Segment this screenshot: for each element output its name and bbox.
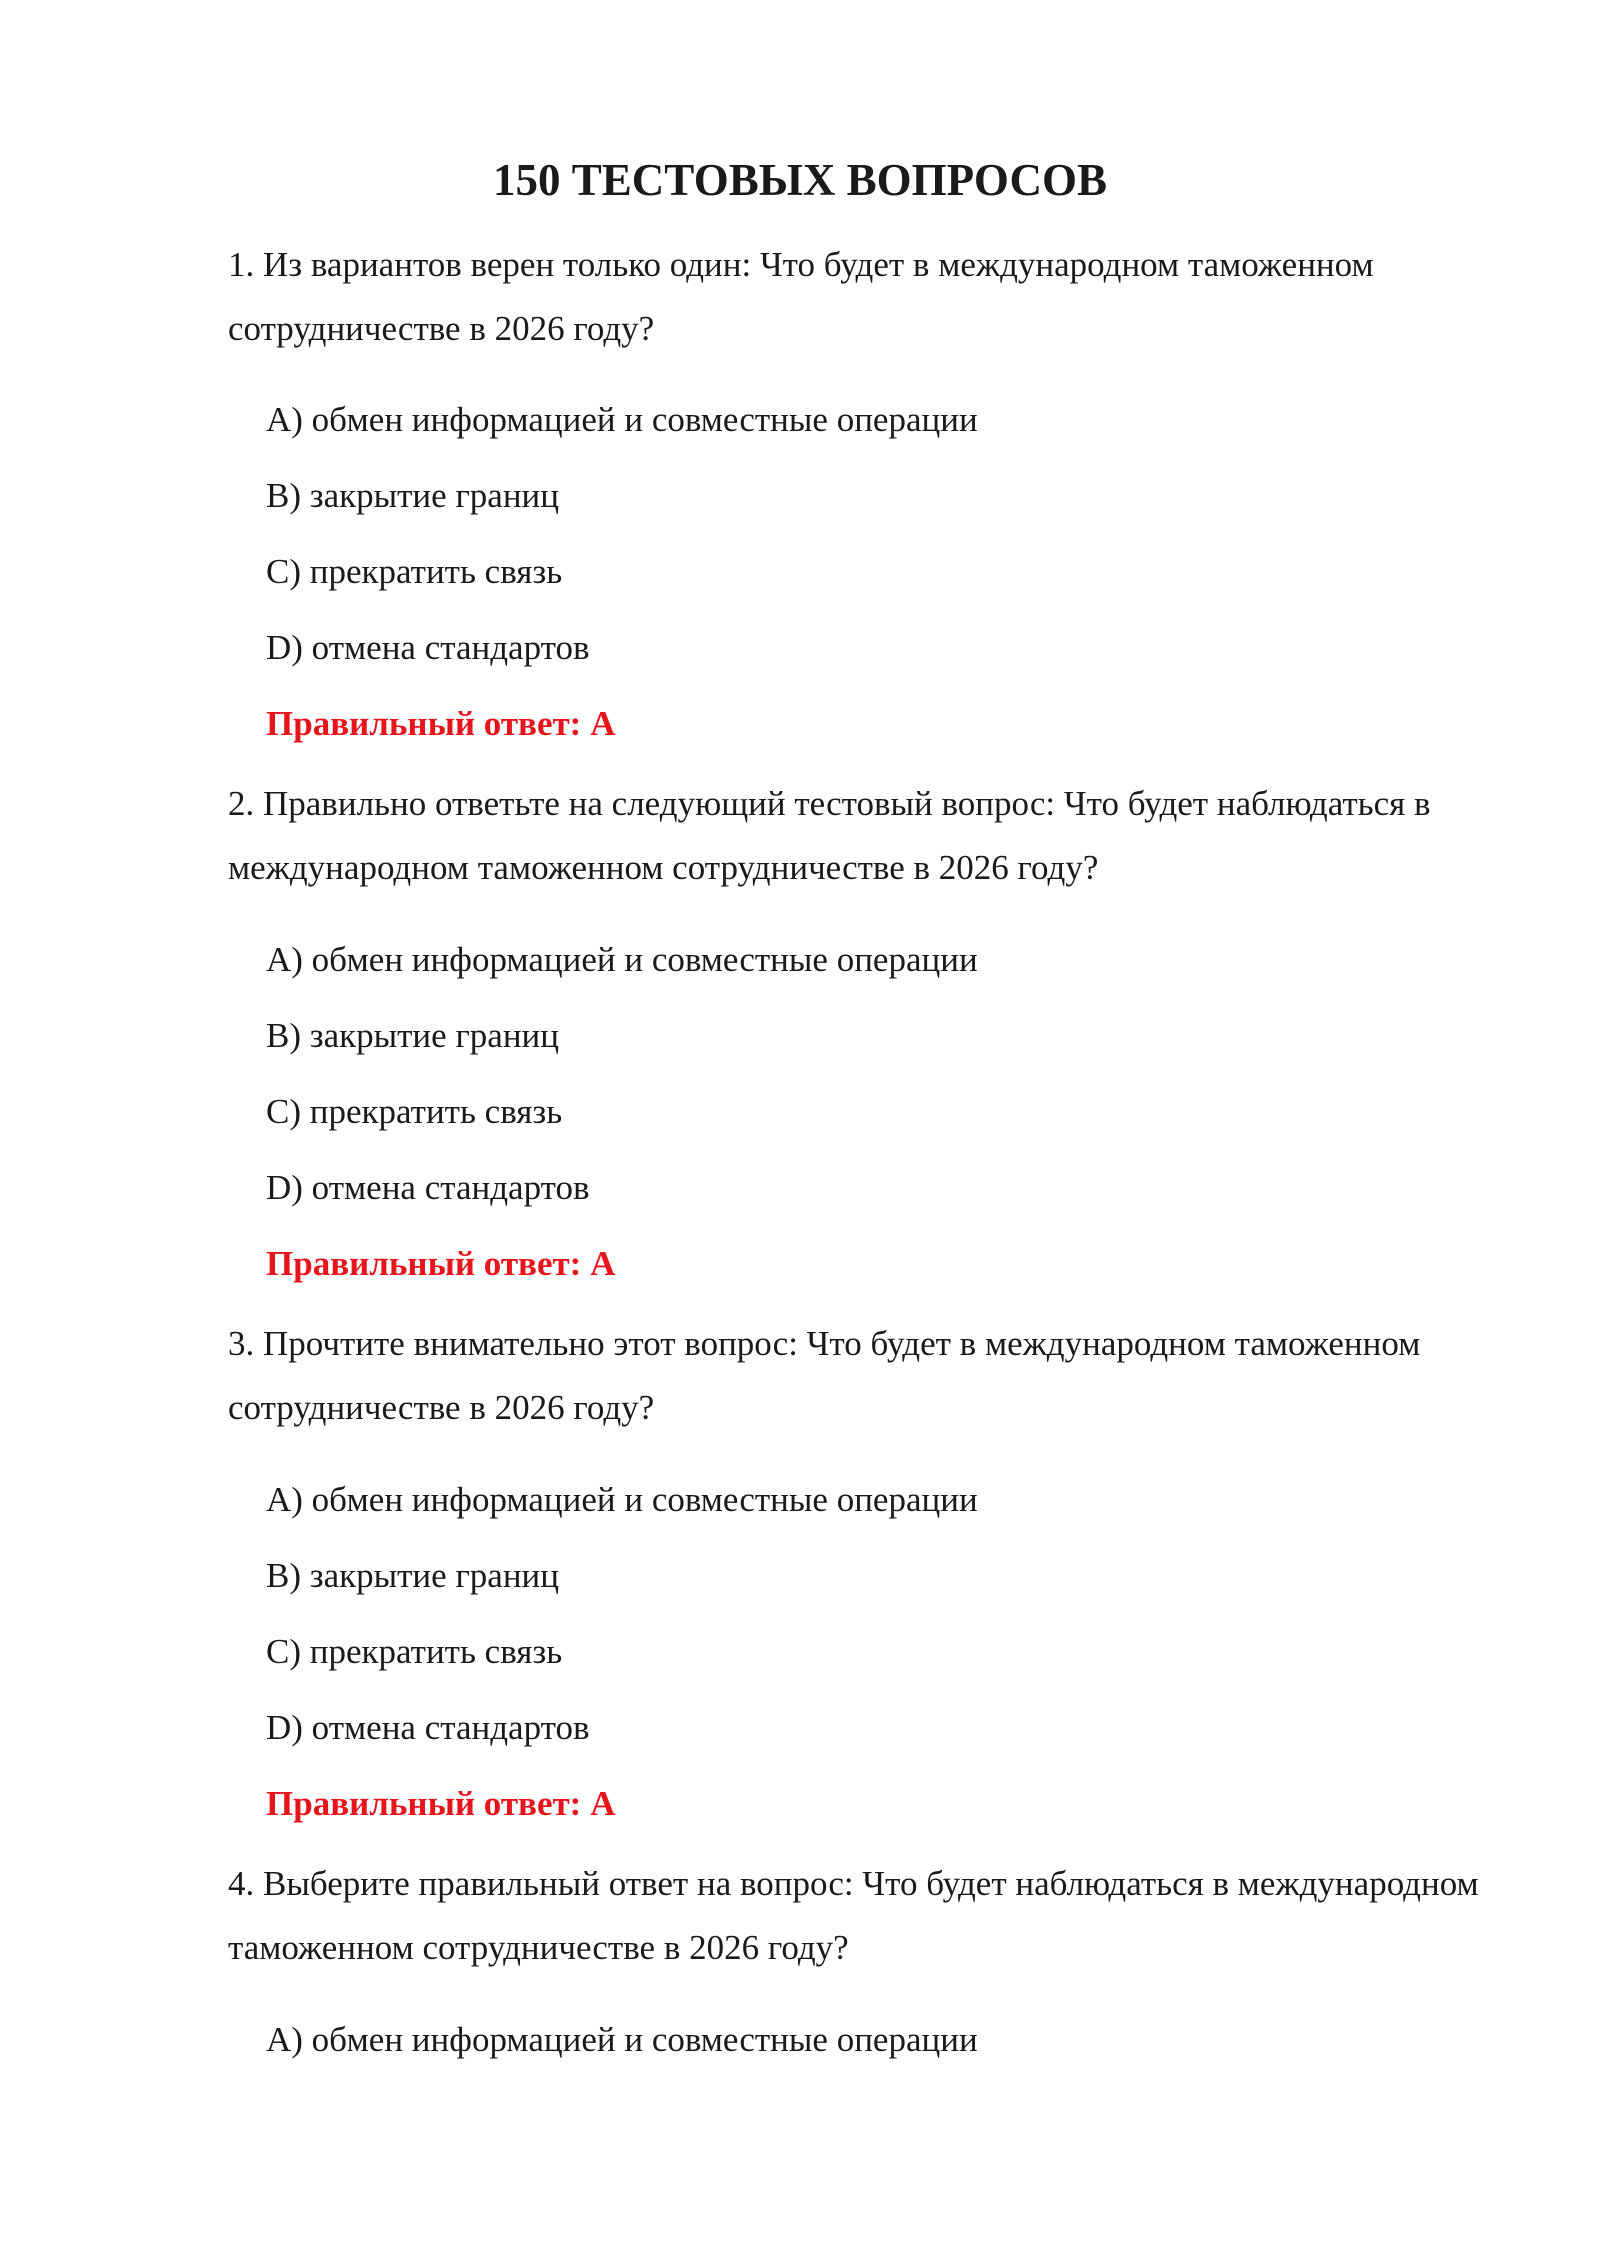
question-2-answer: Правильный ответ: A [266,1244,616,1283]
question-2-text: 2. Правильно ответьте на следующий тестовый вопрос: Что будет наблюдаться в международном таможенном сотрудничестве в 2026 году? [228,784,1431,887]
question-3-answer: Правильный ответ: A [266,1784,616,1823]
question-2-option-c: C) прекратить связь [266,1092,563,1131]
question-3-text: 3. Прочтите внимательно этот вопрос: Что будет в международном таможенном сотрудничестве в 2026 году? [228,1324,1421,1427]
question-1-option-d: D) отмена стандартов [266,628,590,667]
question-3-option-b: B) закрытие границ [266,1556,560,1595]
question-1-option-b: B) закрытие границ [266,476,560,515]
question-1-answer: Правильный ответ: A [266,704,616,743]
question-2-option-d: D) отмена стандартов [266,1168,590,1207]
question-2-option-a: A) обмен информацией и совместные операции [266,940,978,979]
question-4-text: 4. Выберите правильный ответ на вопрос: Что будет наблюдаться в международном таможенном сотрудничестве в 2026 году? [228,1864,1479,1967]
question-3-option-a: A) обмен информацией и совместные операции [266,1480,978,1519]
question-3-option-c: C) прекратить связь [266,1632,563,1671]
question-4-option-a: A) обмен информацией и совместные операции [266,2020,978,2059]
question-1-option-c: C) прекратить связь [266,552,563,591]
question-3-option-d: D) отмена стандартов [266,1708,590,1747]
question-1-option-a: A) обмен информацией и совместные операции [266,400,978,439]
document-title: 150 ТЕСТОВЫХ ВОПРОСОВ [493,155,1107,205]
question-2-option-b: B) закрытие границ [266,1016,560,1055]
question-1-text: 1. Из вариантов верен только один: Что будет в международном таможенном сотрудничестве в 2026 году? [228,245,1374,348]
